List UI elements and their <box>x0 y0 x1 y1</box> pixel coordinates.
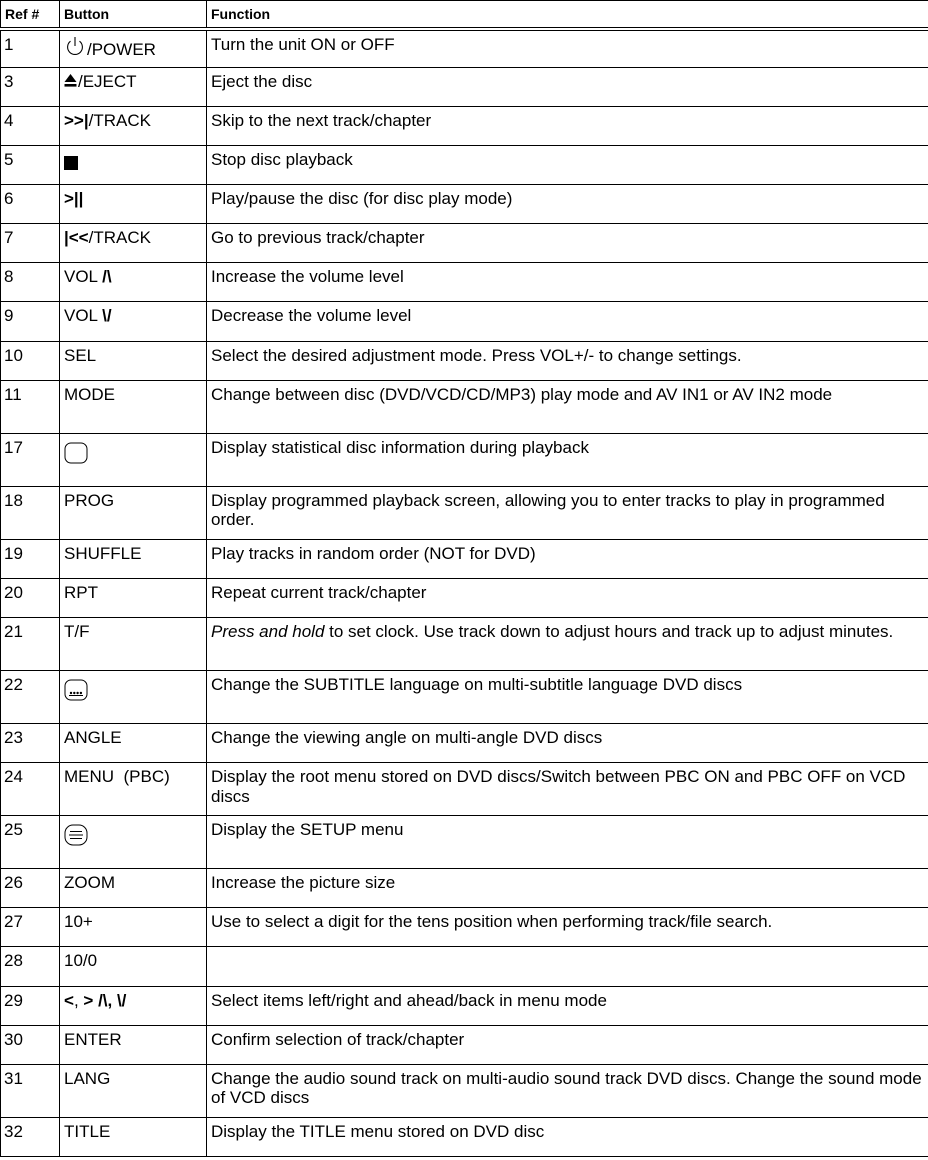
function-text: Eject the disc <box>207 68 928 107</box>
ref-number: 20 <box>1 578 60 617</box>
button-cell <box>60 185 207 224</box>
button-cell <box>60 224 207 263</box>
table-row <box>1 302 928 341</box>
header-ref: Ref # <box>1 1 60 29</box>
function-text: Repeat current track/chapter <box>207 578 928 617</box>
table-row <box>1 107 928 146</box>
ref-number: 21 <box>1 617 60 670</box>
ref-number: 3 <box>1 68 60 107</box>
button-cell <box>60 107 207 146</box>
function-text: Increase the picture size <box>207 869 928 908</box>
table-row <box>1 486 928 539</box>
function-cell <box>207 617 928 670</box>
ref-number: 31 <box>1 1064 60 1117</box>
button-label: ENTER <box>60 1025 207 1064</box>
ref-number: 30 <box>1 1025 60 1064</box>
left-symbol: < <box>64 990 74 1010</box>
button-label: 10+ <box>60 908 207 947</box>
button-cell <box>60 146 207 185</box>
ref-number: 8 <box>1 263 60 302</box>
table-row <box>1 869 928 908</box>
ref-number: 4 <box>1 107 60 146</box>
button-cell <box>60 68 207 107</box>
function-text: Change the viewing angle on multi-angle DVD discs <box>207 724 928 763</box>
button-label: LANG <box>60 1064 207 1117</box>
function-text: Display the SETUP menu <box>207 816 928 869</box>
button-label: TITLE <box>60 1117 207 1156</box>
button-label: /TRACK <box>88 111 151 131</box>
table-row <box>1 986 928 1025</box>
ref-number: 29 <box>1 986 60 1025</box>
next-track-symbol: >>| <box>64 111 89 131</box>
function-text: Increase the volume level <box>207 263 928 302</box>
ref-number: 32 <box>1 1117 60 1156</box>
table-body <box>1 29 928 1157</box>
header-function: Function <box>207 1 928 29</box>
button-cell <box>60 29 207 68</box>
button-label: 10/0 <box>60 947 207 986</box>
button-label: ZOOM <box>60 869 207 908</box>
ref-number: 27 <box>1 908 60 947</box>
table-row <box>1 68 928 107</box>
function-text: Select the desired adjustment mode. Press VOL+/- to change settings. <box>207 341 928 380</box>
function-text: Display statistical disc information during playback <box>207 433 928 486</box>
ref-number: 28 <box>1 947 60 986</box>
function-text: Select items left/right and ahead/back in menu mode <box>207 986 928 1025</box>
ref-number: 23 <box>1 724 60 763</box>
function-text: Confirm selection of track/chapter <box>207 1025 928 1064</box>
up-down-symbols: /\, \/ <box>98 990 127 1010</box>
table-row <box>1 908 928 947</box>
table-row <box>1 224 928 263</box>
button-separator: , <box>73 990 84 1010</box>
ref-number: 25 <box>1 816 60 869</box>
button-label: /TRACK <box>88 228 151 248</box>
ref-number: 10 <box>1 341 60 380</box>
button-label: MENU (PBC) <box>60 763 207 816</box>
function-text <box>207 947 928 986</box>
table-header <box>1 1 928 29</box>
table-row <box>1 816 928 869</box>
ref-number: 1 <box>1 29 60 68</box>
function-text: Use to select a digit for the tens position when performing track/file search. <box>207 908 928 947</box>
ref-number: 5 <box>1 146 60 185</box>
function-text: Play tracks in random order (NOT for DVD) <box>207 539 928 578</box>
button-cell <box>60 816 207 869</box>
button-label: ANGLE <box>60 724 207 763</box>
function-text: Go to previous track/chapter <box>207 224 928 263</box>
button-label: PROG <box>60 486 207 539</box>
function-text: Change the audio sound track on multi-audio sound track DVD discs. Change the sound mode of VCD discs <box>207 1064 928 1117</box>
table-row <box>1 1117 928 1156</box>
function-text: Play/pause the disc (for disc play mode) <box>207 185 928 224</box>
ref-number: 18 <box>1 486 60 539</box>
table-row <box>1 617 928 670</box>
ref-number: 26 <box>1 869 60 908</box>
up-symbol: /\ <box>102 267 112 287</box>
table-row <box>1 539 928 578</box>
button-label: VOL <box>64 267 98 287</box>
ref-number: 6 <box>1 185 60 224</box>
right-symbol: > <box>83 990 94 1010</box>
table-row <box>1 185 928 224</box>
button-label: /EJECT <box>78 72 137 92</box>
table-row <box>1 341 928 380</box>
ref-number: 19 <box>1 539 60 578</box>
ref-number: 7 <box>1 224 60 263</box>
function-text: Skip to the next track/chapter <box>207 107 928 146</box>
button-label: SEL <box>60 341 207 380</box>
power-icon <box>64 35 86 57</box>
table-row <box>1 380 928 433</box>
button-cell <box>60 986 207 1025</box>
ref-number: 17 <box>1 433 60 486</box>
table-row <box>1 263 928 302</box>
ref-number: 22 <box>1 671 60 724</box>
header-button: Button <box>60 1 207 29</box>
play-pause-symbol: >|| <box>64 189 84 209</box>
button-cell <box>60 302 207 341</box>
function-text: Change between disc (DVD/VCD/CD/MP3) play mode and AV IN1 or AV IN2 mode <box>207 380 928 433</box>
function-text: Turn the unit ON or OFF <box>207 29 928 68</box>
down-symbol: \/ <box>102 306 112 326</box>
table-row <box>1 29 928 68</box>
button-cell <box>60 263 207 302</box>
table-row <box>1 1064 928 1117</box>
button-label: /POWER <box>87 39 156 59</box>
subtitle-icon <box>64 679 88 701</box>
stop-icon <box>64 156 78 170</box>
ref-number: 9 <box>1 302 60 341</box>
function-text: Display programmed playback screen, allowing you to enter tracks to play in programmed order. <box>207 486 928 539</box>
table-row <box>1 947 928 986</box>
function-text: Display the root menu stored on DVD discs/Switch between PBC ON and PBC OFF on VCD discs <box>207 763 928 816</box>
ref-number: 11 <box>1 380 60 433</box>
table-row <box>1 1025 928 1064</box>
button-cell <box>60 433 207 486</box>
function-text: Stop disc playback <box>207 146 928 185</box>
setup-icon <box>64 824 88 846</box>
previous-track-symbol: |<< <box>64 228 89 248</box>
button-label: SHUFFLE <box>60 539 207 578</box>
table-row <box>1 724 928 763</box>
function-emphasis: Press and hold <box>211 621 325 641</box>
function-text: Decrease the volume level <box>207 302 928 341</box>
button-cell <box>60 671 207 724</box>
table-row <box>1 763 928 816</box>
display-icon <box>64 442 88 464</box>
function-text: Display the TITLE menu stored on DVD disc <box>207 1117 928 1156</box>
header-row <box>1 1 928 29</box>
function-text: Change the SUBTITLE language on multi-subtitle language DVD discs <box>207 671 928 724</box>
button-label: T/F <box>60 617 207 670</box>
table-row <box>1 671 928 724</box>
button-label: MODE <box>60 380 207 433</box>
table-row <box>1 146 928 185</box>
table-row <box>1 433 928 486</box>
button-label: VOL <box>64 306 98 326</box>
table-row <box>1 578 928 617</box>
button-label: RPT <box>60 578 207 617</box>
eject-icon <box>64 73 77 88</box>
function-text: to set clock. Use track down to adjust hours and track up to adjust minutes. <box>324 621 894 641</box>
ref-number: 24 <box>1 763 60 816</box>
